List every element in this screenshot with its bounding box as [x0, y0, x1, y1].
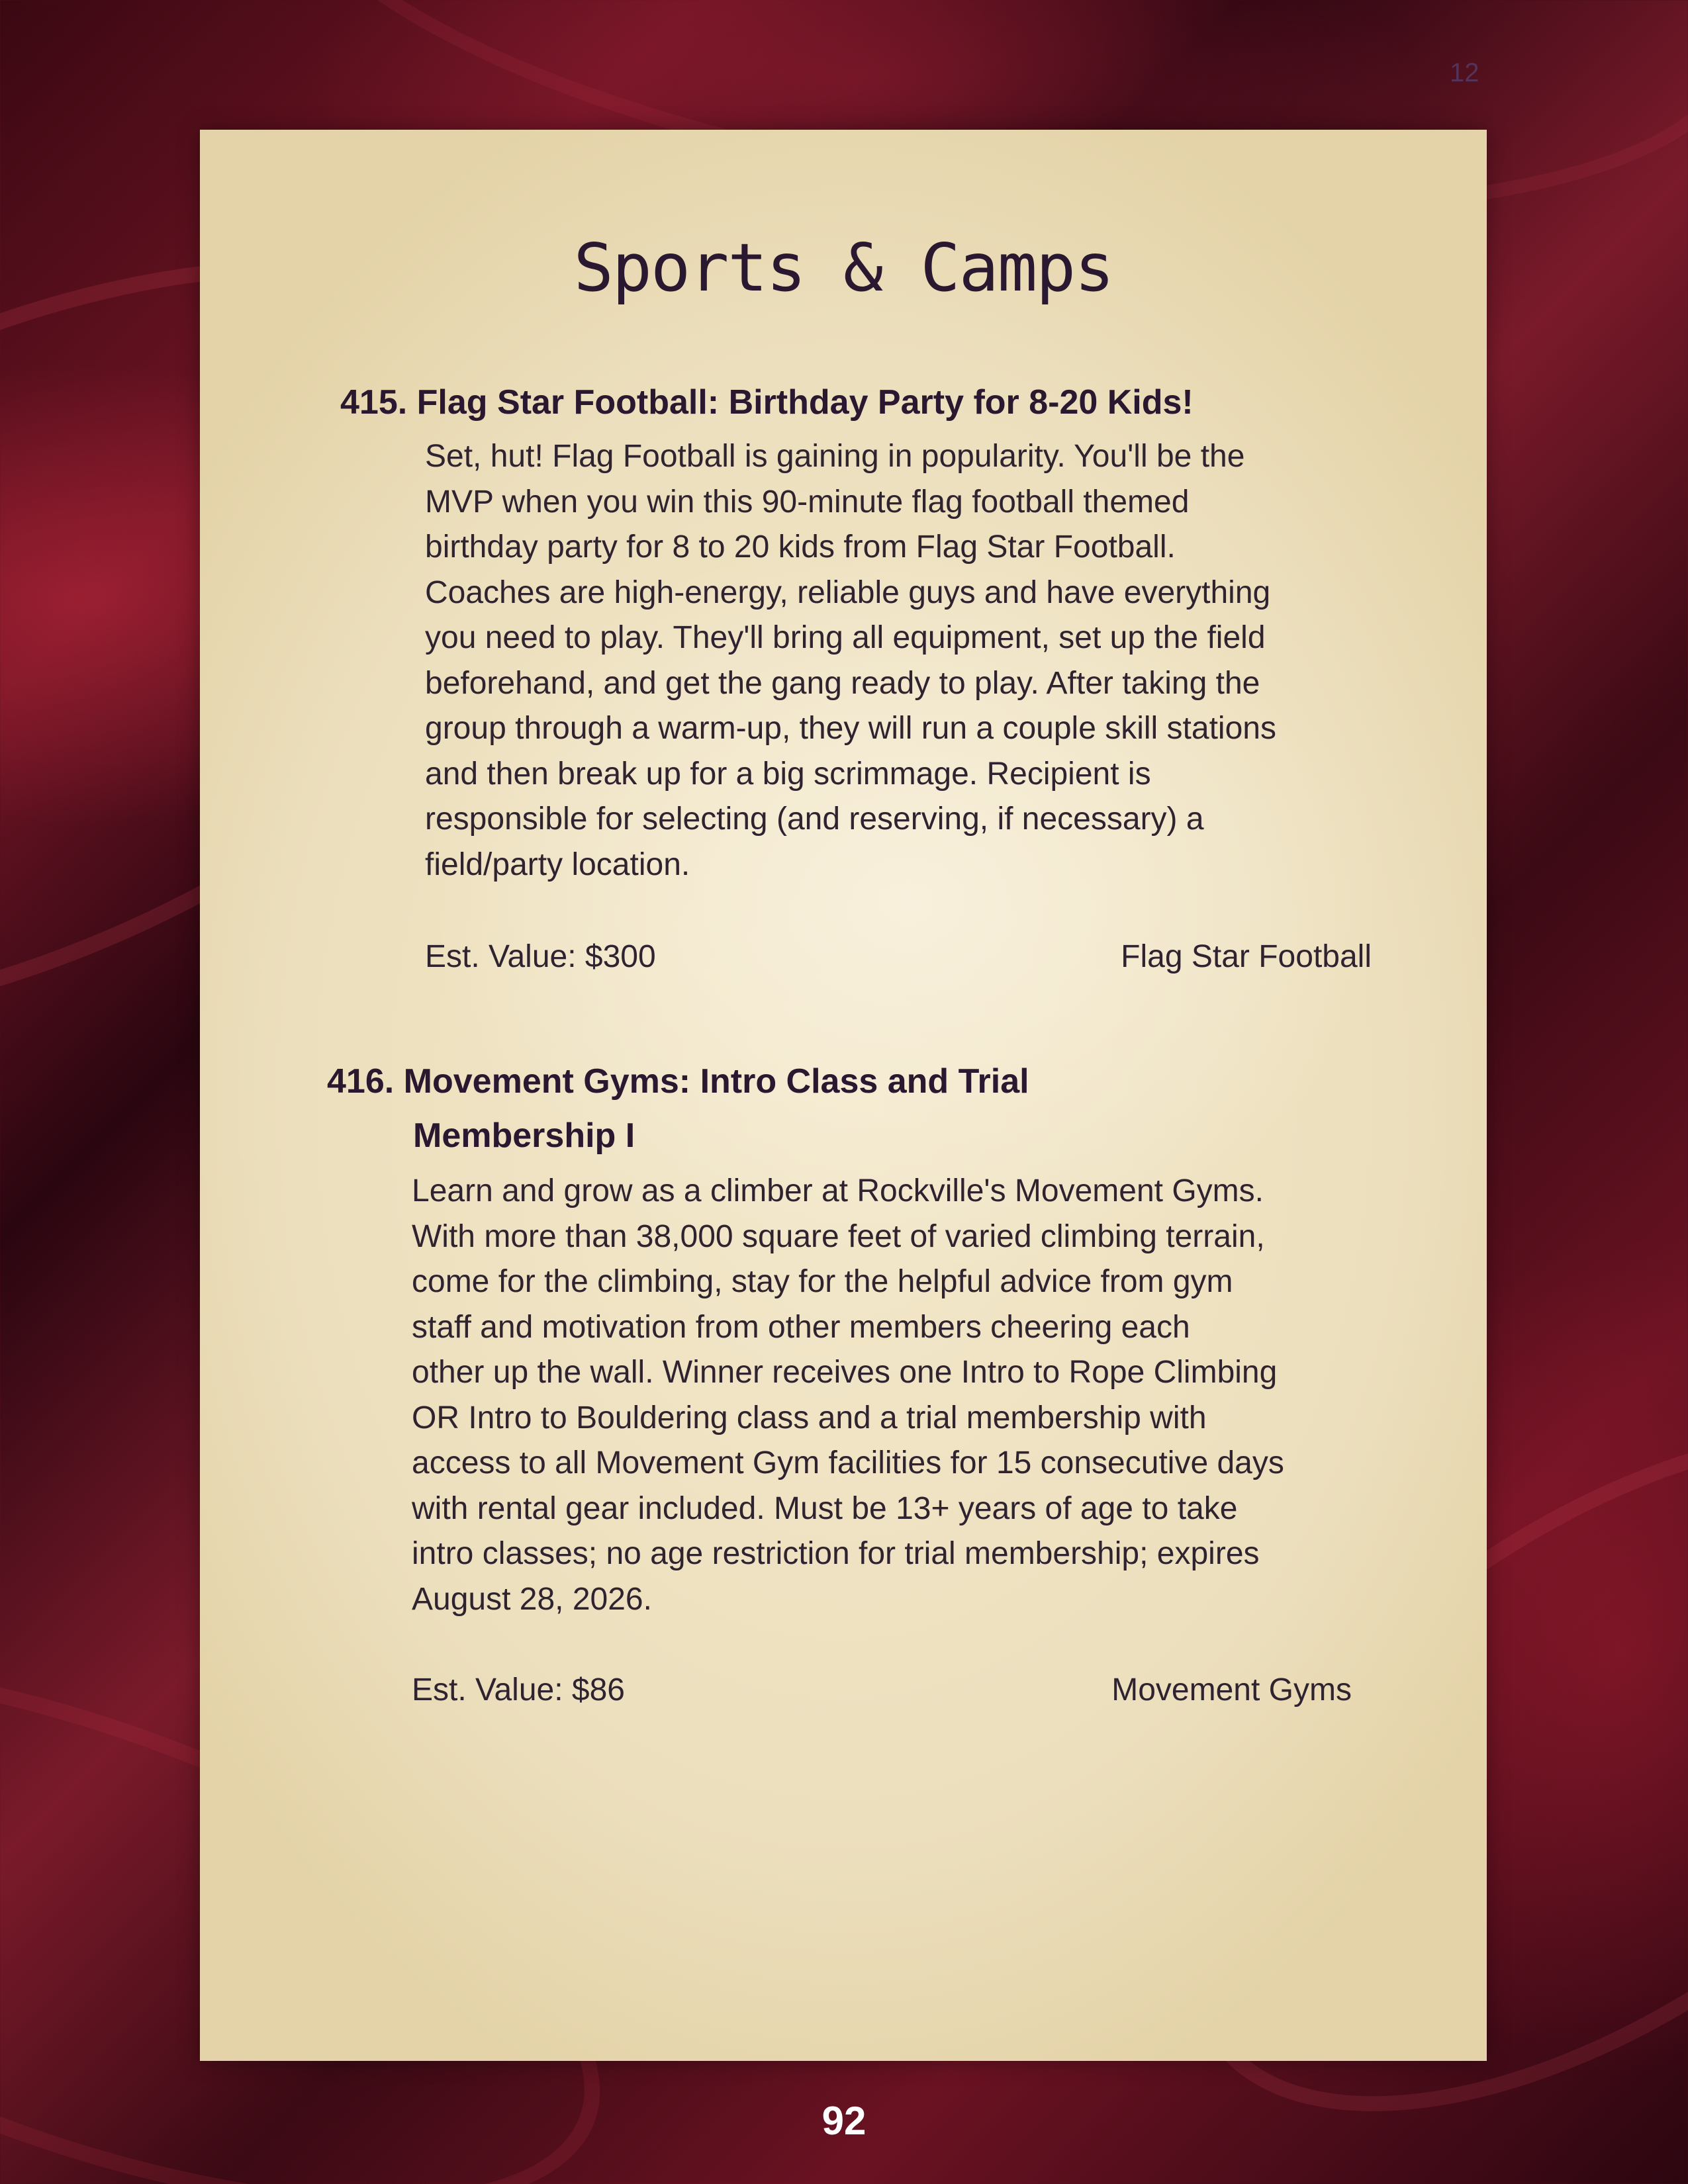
item-title-text: Movement Gyms: Intro Class and Trial	[403, 1062, 1029, 1101]
donor-name: Flag Star Football	[1121, 939, 1372, 974]
page-number: 92	[821, 2099, 867, 2143]
item-description-415: Set, hut! Flag Football is gaining in popularity. You'll be the MVP when you win this 90-minute flag football themed birthday party for 8 to 20 kids from Flag Star Football. Coaches are high-energy, reliable guys and have everything you need to play. They'll bring all equipment, set up the field beforehand, and get the gang ready to play. After taking the group through a warm-up, they will run a couple skill stations and then break up for a big scrimmage. Recipient is responsible for selecting (and reserving, if necessary) a field/party location.	[425, 439, 1276, 882]
item-number: 415.	[340, 383, 408, 422]
page-title: Sports & Camps	[573, 229, 1113, 306]
item-number: 416.	[327, 1062, 395, 1101]
donor-name: Movement Gyms	[1111, 1672, 1352, 1707]
item-meta-416	[412, 1672, 1352, 1708]
item-title-415	[340, 375, 1432, 430]
corner-page-marker: 12	[1450, 58, 1479, 87]
item-description-416: Learn and grow as a climber at Rockville's Movement Gyms. With more than 38,000 square feet of varied climbing terrain, come for the climbing, stay for the helpful advice from gym staff and motivation from other members cheering each other up the wall. Winner receives one Intro to Rope Climbing OR Intro to Bouldering class and a trial membership with access to all Movement Gym facilities for 15 consecutive days with rental gear included. Must be 13+ years of age to take intro classes; no age restriction for trial membership; expires August 28, 2026.	[412, 1173, 1284, 1617]
item-title-416	[327, 1054, 1419, 1163]
est-value: Est. Value: $86	[412, 1672, 625, 1707]
item-title-continuation: Membership I	[413, 1116, 635, 1155]
item-meta-415	[425, 938, 1372, 975]
est-value: Est. Value: $300	[425, 939, 656, 974]
parchment-page	[200, 130, 1487, 2061]
item-title-text: Flag Star Football: Birthday Party for 8-20 Kids!	[416, 383, 1194, 422]
